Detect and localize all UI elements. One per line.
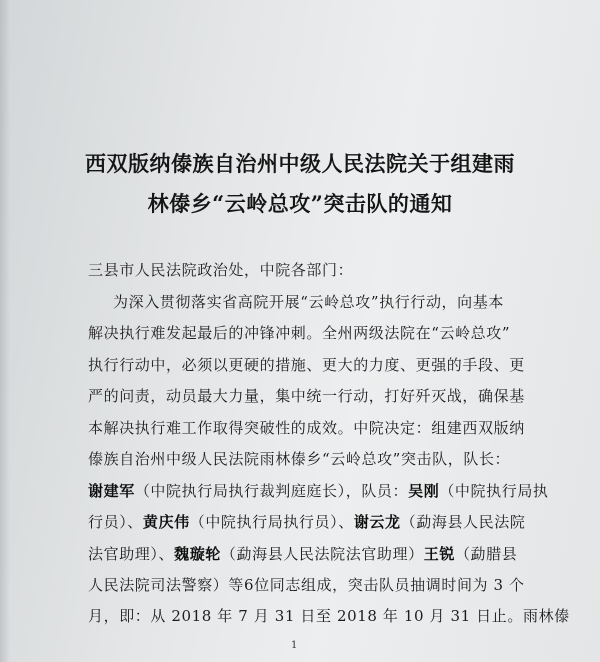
member-title-cont-2: 法官助理）、	[88, 545, 175, 563]
member-name-huangqingwei: 黄庆伟	[142, 513, 190, 531]
member-title-wangrui: （勐腊县	[454, 545, 518, 563]
member-title-weixuanlun: （勐海县人民法院法官助理）	[220, 545, 424, 563]
body-line-5: 本解决执行难工作取得突破性的成效。中院决定：组建西双版纳	[88, 419, 525, 437]
body-line-4: 严的问责，动员最大力量，集中统一行动，打好歼灭战，确保基	[88, 387, 525, 405]
body-line-9	[88, 544, 552, 564]
body-line-3: 执行行动中，必须以更硬的措施、更大的力度、更强的手段、更	[88, 356, 525, 374]
team-leader-title: （中院执行局执行裁判庭庭长），队员：	[134, 482, 409, 500]
salutation: 三县市人民法院政治处，中院各部门：	[88, 261, 354, 279]
document-title-line-2: 林傣乡“云岭总攻”突击队的通知	[147, 191, 453, 216]
member-title-xieyunlong: （勐海县人民法院	[400, 513, 526, 531]
body-line-8	[88, 512, 552, 532]
member-name-weixuanlun: 魏璇轮	[174, 545, 221, 563]
page-shadow	[0, 0, 10, 662]
member-title-part: （中院执行局执	[439, 482, 549, 500]
body-line-1: 为深入贯彻落实省高院开展“云岭总攻”执行行动，向基本	[113, 293, 504, 311]
team-leader-name: 谢建军	[88, 482, 135, 500]
document-title-line-1: 西双版纳傣族自治州中级人民法院关于组建雨	[85, 151, 515, 176]
body-line-7	[88, 481, 552, 501]
member-name-wangrui: 王锐	[423, 545, 455, 563]
body-line-2: 解决执行难发起最后的冲锋冲刺。全州两级法院在“云岭总攻”	[88, 324, 511, 342]
body-line-11: 月，即：从 2018 年 7 月 31 日至 2018 年 10 月 31 日止。雨林傣	[88, 607, 570, 625]
member-name-wugang: 吴刚	[408, 482, 440, 500]
member-title-huangqingwei: （中院执行局执行员）、	[189, 513, 354, 531]
member-title-cont: 行员）、	[88, 513, 143, 531]
body-line-10: 人民法院司法警察）等6位同志组成，突击队员抽调时间为 3 个	[88, 576, 525, 594]
member-name-xieyunlong: 谢云龙	[353, 513, 401, 531]
body-line-6: 傣族自治州中级人民法院雨林傣乡“云岭总攻”突击队，队长：	[88, 450, 511, 468]
page-number: 1	[291, 640, 298, 651]
